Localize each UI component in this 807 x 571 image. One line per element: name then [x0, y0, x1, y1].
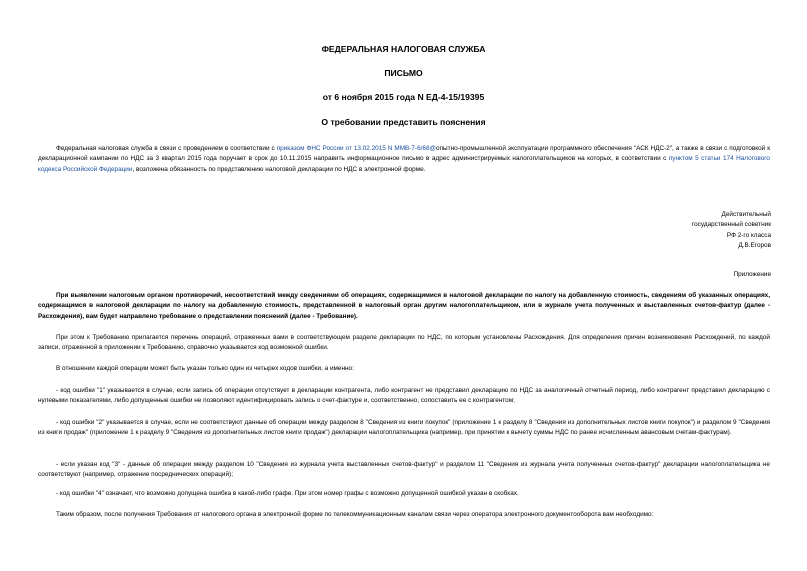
closing-paragraph: Таким образом, после получения Требования от налогового органа в электронной форме по телекоммуникационным каналам связи через оператора электронного документооборота вам необходимо:	[56, 511, 654, 518]
intro-paragraph	[38, 144, 770, 175]
appendix-paragraph-1: При выявлении налоговым органом противоречий, несоответствий между сведениями об операциях, содержащимися в налоговой декларации по налогу на добавленную стоимость, сведениям об указанных операциях, содержащимся в налоговой декларации по налогу на добавленную стоимость, представленной в налоговый орган другим налогоплательщиком, или в журнале учета полученных и выставленных счетов-фактур (далее - Расхождения), вам будет направлено требование о представлении пояснений (далее - Требование).	[38, 292, 770, 320]
error-code-3: - если указан код "3" - данные об операции между разделом 10 "Сведения из журнала учета выставленных счетов-фактур" и разделом 11 "Сведения из журнала учета полученных счетов-фактур" декларации налогоплательщика не соответствуют (например, отражение посреднических операций);	[38, 461, 770, 479]
appendix-paragraph-3: В отношении каждой операции может быть указан только один из четырех кодов ошибки, а именно:	[56, 365, 354, 372]
doc-type: ПИСЬМО	[384, 68, 423, 78]
order-link[interactable]: приказом ФНС России от 13.02.2015 N ММВ-7-6/68@	[276, 145, 437, 152]
signature-name: Д.В.Егоров	[738, 242, 771, 250]
appendix-label: Приложение	[733, 271, 771, 278]
error-code-2: - код ошибки "2" указывается в случае, если не соответствуют данные об операции между разделом 8 "Сведения из книги покупок" (приложение 1 к разделу 8 "Сведения из дополнительных листов книги покупок") и разделом 9 "Сведения из книги продаж" (приложение 1 к разделу 9 "Сведения из дополнительных листов книги продаж") декларации налогоплательщика (например, при принятии к вычету суммы НДС по ранее исчисленным авансовым счетам-фактурам).	[38, 419, 770, 437]
doc-subject: О требовании представить пояснения	[321, 117, 486, 127]
intro-text-3: , возложена обязанность по представлению налоговой декларации по НДС в электронной форме.	[132, 165, 426, 173]
signature-title-1: Действительный	[721, 211, 771, 218]
intro-text-2: опытно-промышленной эксплуатации программного обеспечения "АСК НДС-2", а также в связи с подготовкой к декларационной кампании по НДС за 3 квартал 2015 года поручает в срок до 10.11.2015 направить информационное письмо в адрес администрируемых налогоплательщиков на которых, в соответствии с	[38, 145, 770, 163]
signature-block	[692, 210, 771, 252]
signature-title-2: государственный советник	[691, 221, 771, 229]
agency-title: ФЕДЕРАЛЬНАЯ НАЛОГОВАЯ СЛУЖБА	[321, 44, 486, 54]
signature-title-3: РФ 2-го класса	[726, 231, 771, 239]
tax-code-link[interactable]: пунктом 5 статьи 174 Налогового кодекса Российской Федерации	[38, 155, 770, 173]
appendix-paragraph-2: При этом к Требованию прилагается перечень операций, отраженных вами в соответствующем разделе декларации по НДС, по которым установлены Расхождения. Для определения причин возникновения Расхождений, по каждой записи, отраженной в приложении к Требованию, справочно указывается код возможной ошибки.	[38, 334, 770, 352]
error-code-1: - код ошибки "1" указывается в случае, если запись об операции отсутствует в декларации контрагента, либо контрагент не представил декларацию по НДС за аналогичный отчетный период, либо контрагент представил декларацию с нулевыми показателями, либо допущенные ошибки не позволяют идентифицировать запись о счет-фактуре и, соответственно, сопоставить ее с контрагентом;	[38, 387, 770, 405]
intro-text-1: Федеральная налоговая служба в связи с проведением в соответствии с	[56, 145, 277, 152]
doc-date-number: от 6 ноября 2015 года N ЕД-4-15/19395	[322, 92, 485, 102]
error-code-4: - код ошибки "4" означает, что возможно допущена ошибка в какой-либо графе. При этом номер графы с возможно допущенной ошибкой указан в скобках.	[56, 490, 519, 497]
